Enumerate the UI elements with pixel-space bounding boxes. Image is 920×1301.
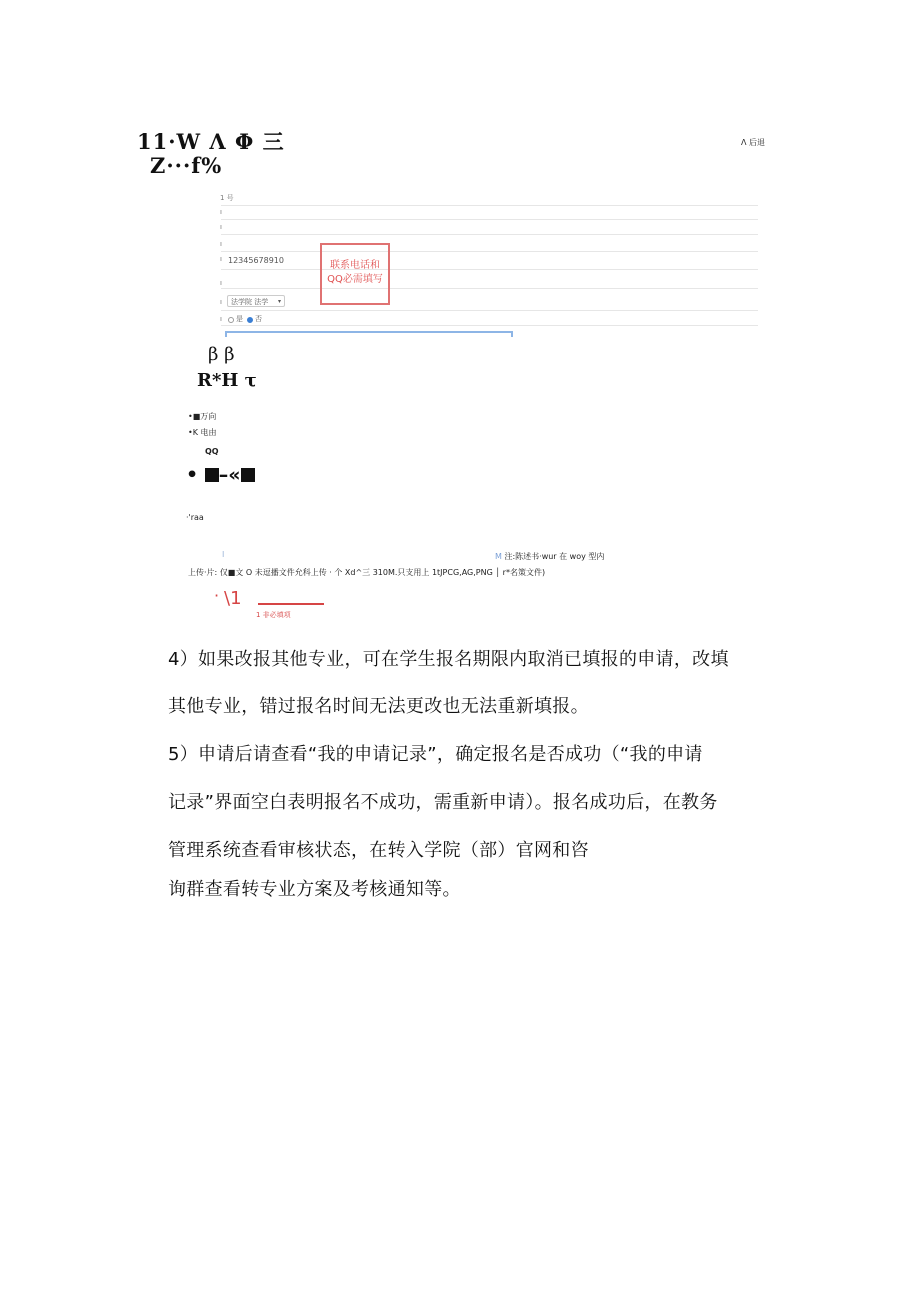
field-line: [221, 205, 758, 206]
paragraph-line-5: 管理系统查看审核状态，在转入学院（部）官网和咨: [168, 840, 589, 861]
field-line: [221, 219, 758, 220]
phone-field[interactable]: 12345678910: [228, 256, 284, 265]
field-line: [221, 310, 758, 311]
item-3: [186, 464, 255, 486]
field-marker: ı: [220, 208, 222, 216]
college-select-value: 法学院 法学: [231, 298, 269, 306]
upload-note: [495, 551, 604, 562]
radio-yes[interactable]: [228, 317, 234, 323]
upload-note-text: 注:陈述书·wur 在 woy 型内: [504, 552, 605, 561]
raa-label: ·'raa: [186, 513, 204, 522]
radio-no-label: 否: [255, 315, 262, 323]
paragraph-line-4: 记录”界面空白表明报名不成功，需重新申请）。报名成功后，在教务: [168, 792, 718, 813]
upload-instruction: 上传·片: 仅■文 O 未逗播文件允科上传 · 个 Xd^三 310M.只支用上 1tJPCG,AG,PNG │ r*名策文件): [188, 568, 546, 577]
item-2: •K 电由: [188, 428, 217, 437]
square-icon: [205, 468, 219, 482]
paragraph-line-1: 4）如果改报其他专业，可在学生报名期限内取消已填报的申请，改填: [168, 649, 729, 670]
header-line-1: 11·W Λ Φ 三: [137, 129, 285, 154]
qq-label: QQ: [205, 447, 219, 456]
item-1: •■万向: [188, 412, 217, 421]
field-marker: ı: [220, 279, 222, 287]
header-line-2: Z···f%: [150, 153, 223, 178]
field-marker: ı: [220, 223, 222, 231]
beta-line: β β: [208, 344, 235, 365]
field-line: [221, 251, 758, 252]
paragraph-line-3: 5）申请后请查看“我的申请记录”，确定报名是否成功（“我的申请: [168, 744, 703, 765]
upload-mark-dot: ·: [214, 586, 220, 605]
field-marker: ı: [220, 240, 222, 248]
field-marker: ı: [220, 298, 222, 306]
field-line: [221, 269, 758, 270]
paragraph-line-2: 其他专业，错过报名时间无法更改也无法重新填报。: [168, 696, 589, 717]
chevron-down-icon: ▾: [277, 298, 281, 305]
required-note: 1 非必填项: [256, 611, 291, 619]
field-line: [221, 325, 758, 326]
callout-line-2: QQ必需填写: [327, 274, 383, 285]
upload-left-mark: I: [222, 550, 225, 559]
square-icon: [241, 468, 255, 482]
red-underline: [258, 603, 324, 605]
field-marker: ı: [220, 255, 222, 263]
field-marker: ı: [220, 315, 222, 323]
field-label-name: 1 号: [220, 194, 234, 202]
callout-line-1: 联系电话和: [330, 260, 380, 271]
college-select[interactable]: [227, 295, 285, 307]
callout-box: [320, 243, 390, 305]
paragraph-line-6: 询群查看转专业方案及考核通知等。: [168, 879, 461, 900]
field-line: [221, 288, 758, 289]
radio-no[interactable]: [247, 317, 253, 323]
back-link[interactable]: Λ 后退: [741, 138, 766, 147]
item-3-bullet: •: [186, 464, 199, 486]
item-3-mid: –«: [218, 464, 241, 486]
field-line: [221, 234, 758, 235]
rht-line: R*H τ: [197, 370, 257, 391]
upload-mark-slash: \1: [224, 588, 242, 609]
upload-note-m: M: [495, 552, 502, 561]
textarea-field[interactable]: [225, 331, 513, 337]
radio-yes-label: 是: [236, 315, 243, 323]
